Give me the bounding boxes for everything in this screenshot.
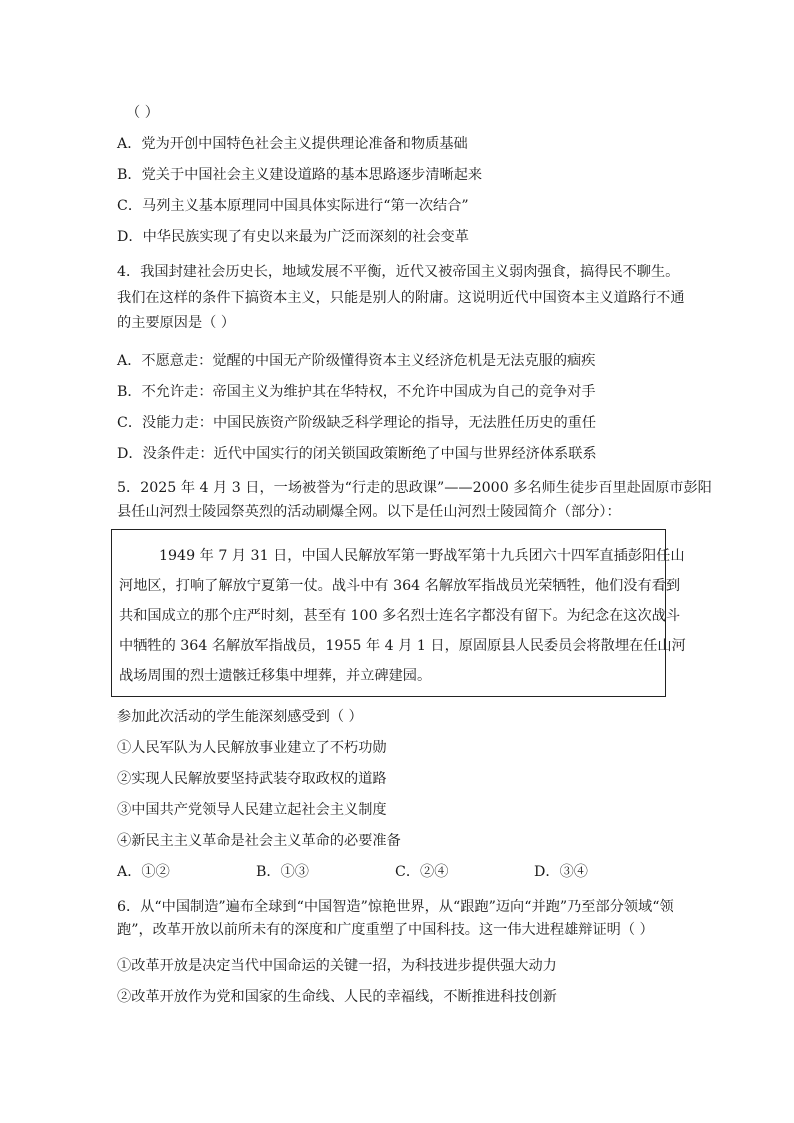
q4-option-d: D．没条件走：近代中国实行的闭关锁国政策断绝了中国与世界经济体系联系 [117,446,597,462]
q3-answer-bracket: （ ） [126,105,159,121]
q5-material-line-2: 河地区，打响了解放宁夏第一仗。战斗中有 364 名解放军指战员光荣牺牲，他们没有看到 [119,578,681,594]
q5-material-line-1: 1949 年 7 月 31 日，中国人民解放军第一野战军第十九兵团六十四军直插彭阳任山 [159,548,685,564]
q4-stem-line-3: 的主要原因是（ ） [117,315,236,331]
q5-statement-4: ④新民主主义革命是社会主义革命的必要准备 [117,833,401,849]
q5-material-line-4: 中牺牲的 364 名解放军指战员，1955 年 4 月 1 日，原固原县人民委员会将散埋在任山河 [119,638,686,654]
q3-option-a: A．党为开创中国特色社会主义提供理论准备和物质基础 [117,136,468,152]
q5-material-line-3: 共和国成立的那个庄严时刻，甚至有 100 多名烈士连名字都没有留下。为纪念在这次战斗 [119,608,681,624]
q5-choice-b: B．①③ [256,864,309,880]
q5-statement-3: ③中国共产党领导人民建立起社会主义制度 [117,802,387,818]
q5-choice-c: C．②④ [395,864,449,880]
q5-choice-a: A．①② [117,864,170,880]
q4-option-c: C．没能力走：中国民族资产阶级缺乏科学理论的指导，无法胜任历史的重任 [117,415,597,431]
q6-stem-line-1: 6．从“中国制造”遍布全球到“中国智造”惊艳世界，从“跟跑”迈向“并跑”乃至部分领域“领 [117,899,674,915]
q5-statement-2: ②实现人民解放要坚持武装夺取政权的道路 [117,771,387,787]
q4-stem-line-1: 4．我国封建社会历史长，地域发展不平衡，近代又被帝国主义弱肉强食，搞得民不聊生。 [117,264,680,280]
q3-option-c: C．马列主义基本原理同中国具体实际进行“第一次结合” [117,198,469,214]
q6-stem-line-2: 跑”，改革开放以前所未有的深度和广度重塑了中国科技。这一伟大进程雄辩证明（ ） [117,922,654,938]
q3-option-b: B．党关于中国社会主义建设道路的基本思路逐步清晰起来 [117,167,483,183]
q5-choice-d: D．③④ [534,864,588,880]
q4-stem-line-2: 我们在这样的条件下搞资本主义，只能是别人的附庸。这说明近代中国资本主义道路行不通 [117,290,685,306]
q6-statement-2: ②改革开放作为党和国家的生命线、人民的幸福线，不断推进科技创新 [117,989,557,1005]
q5-statement-1: ①人民军队为人民解放事业建立了不朽功勋 [117,740,387,756]
q6-statement-1: ①改革开放是决定当代中国命运的关键一招，为科技进步提供强大动力 [117,958,557,974]
q3-option-d: D．中华民族实现了有史以来最为广泛而深刻的社会变革 [117,229,469,245]
q5-material-line-5: 战场周围的烈士遗骸迁移集中埋葬，并立碑建园。 [119,668,432,684]
q5-stem-line-2: 县任山河烈士陵园祭英烈的活动刷爆全网。以下是任山河烈士陵园简介（部分）： [117,504,621,520]
q5-stem-line-1: 5．2025 年 4 月 3 日，一场被誉为“行走的思政课”——2000 多名师生徒步百里赴固原市彭阳 [117,480,712,496]
q5-question: 参加此次活动的学生能深刻感受到（ ） [117,709,363,725]
q4-option-b: B．不允许走：帝国主义为维护其在华特权，不允许中国成为自己的竞争对手 [117,384,596,400]
q4-option-a: A．不愿意走：觉醒的中国无产阶级懂得资本主义经济危机是无法克服的痼疾 [117,353,596,369]
